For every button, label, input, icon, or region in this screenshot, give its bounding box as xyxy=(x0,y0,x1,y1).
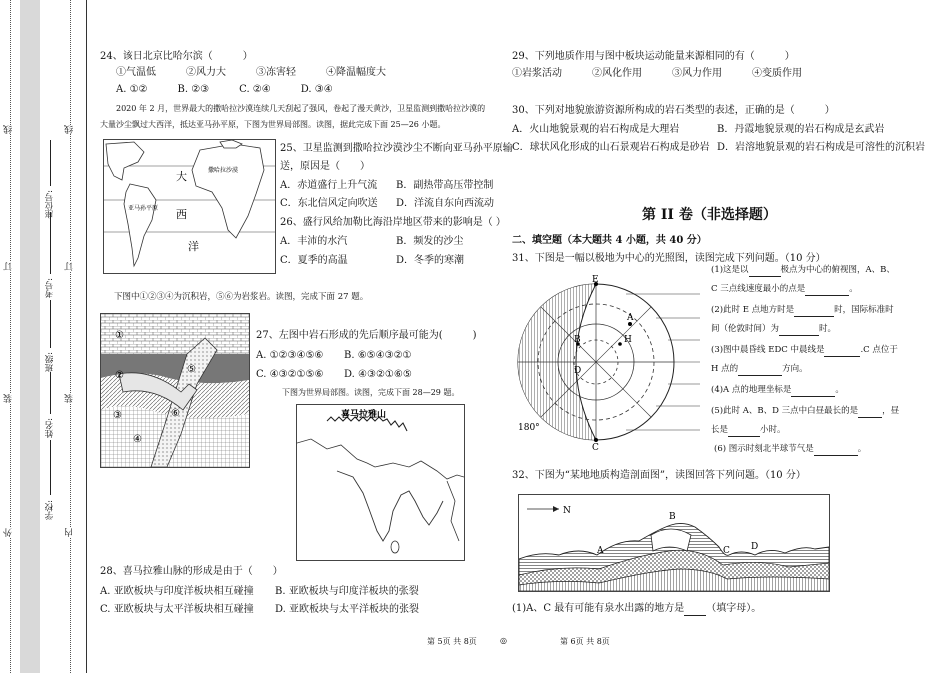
q25-option-a: A．赤道盛行上升气流 xyxy=(280,180,378,191)
name-label: 姓名: xyxy=(45,418,55,438)
q31-blank[interactable] xyxy=(858,407,882,418)
q30-option-d: D．岩溶地貌景观的岩石构成是可溶性的沉积岩 xyxy=(717,142,926,153)
inner-mark: 内 xyxy=(65,528,75,537)
q31-s2-text-b: 时，国际标准时 xyxy=(834,305,894,315)
passage-rocks: 下图中①②③④为沉积岩，⑤⑥为岩浆岩。读图，完成下面 27 题。 xyxy=(114,292,369,302)
passage-sahara-2: 大量沙尘飘过大西洋，抵达亚马孙平原，下图为世界局部图。读图，据此完成下面 25—26 小题。 xyxy=(100,120,446,129)
q30-option-c: C．球状风化形成的山石景观岩石构成是砂岩 xyxy=(512,142,710,153)
q27-option-c: C. ④③②①⑤⑥ xyxy=(256,369,324,380)
q31-s3-text-c: H 点的 xyxy=(711,364,739,374)
q28-option-a: A. 亚欧板块与印度洋板块相互碰撞 xyxy=(100,586,254,597)
fill-heading: 二、填空题（本大题共 4 小题，共 40 分） xyxy=(512,235,707,246)
label-h: H xyxy=(624,335,632,345)
q32-sub1 xyxy=(512,602,761,616)
binding-gray-band xyxy=(20,0,40,673)
q31-s5-text-a: (5)此时 A、B、D 三点中白昼最长的是 xyxy=(711,406,859,416)
rock-label: ⑤ xyxy=(187,364,196,375)
page-number-left: 第 5页 共 8页 xyxy=(427,637,477,646)
q24-options: ①气温低 ②风力大 ③冻害轻 ④降温幅度大 xyxy=(116,67,386,78)
q28-stem: 28、喜马拉雅山脉的形成是由于（ ） xyxy=(100,566,283,577)
q31-s4-text-a: (4)A 点的地理坐标是 xyxy=(711,385,792,395)
illumination-diagram xyxy=(516,274,702,450)
school-label: 学校: xyxy=(45,500,55,520)
q31-s2-text-d: 时。 xyxy=(819,324,837,334)
q31-blank[interactable] xyxy=(814,445,858,456)
coastline-north xyxy=(297,439,464,479)
q31-stem: 31、下图是一幅以极地为中心的光照图，读图完成下列问题。（10 分） xyxy=(512,253,826,264)
africa-shape xyxy=(192,144,264,238)
q28-option-c: C. 亚欧板块与太平洋板块相互碰撞 xyxy=(100,604,254,615)
q32-sub1-end: （填字母）。 xyxy=(706,603,762,614)
passage-sahara-1: 2020 年 2 月，世界最大的撒哈拉沙漠连续几天刮起了强风，卷起了漫天黄沙，卫星监测到撒哈拉沙漠的 xyxy=(116,104,486,113)
school-blank[interactable] xyxy=(50,440,51,495)
label-c: C xyxy=(592,443,599,450)
seat-label: 座位号: xyxy=(45,190,55,219)
q31-s2-text-c: 间（伦敦时间）为 xyxy=(711,324,780,334)
q30-stem: 30、下列对地貌旅游资源所构成的岩石类型的表述，正确的是（ ） xyxy=(512,105,835,116)
q31-blank[interactable] xyxy=(794,306,834,317)
atlantic-map xyxy=(103,139,276,274)
q31-blank[interactable] xyxy=(728,426,760,437)
q31-questions xyxy=(711,263,911,456)
geo-label-b: B xyxy=(669,512,676,522)
name-blank[interactable] xyxy=(50,372,51,414)
q31-s5-text-d: 小时。 xyxy=(760,425,786,435)
q31-s3-text-a: (3)图中晨昏线 EDC 中晨线是 xyxy=(711,345,825,355)
geo-label-d: D xyxy=(751,542,759,552)
q26-option-a: A．丰沛的水汽 xyxy=(280,236,348,247)
q31-s1-text-d: 。 xyxy=(849,284,858,294)
q31-s1-text-c: C 三点线速度最小的点是 xyxy=(711,284,806,294)
atlantic-map-svg xyxy=(104,140,275,273)
q31-blank[interactable] xyxy=(805,285,849,296)
geology-section-svg xyxy=(519,495,829,591)
rock-label: ① xyxy=(115,330,124,341)
map-label-sahara: 撒哈拉沙漠 xyxy=(208,167,239,174)
coastline-india xyxy=(337,471,443,541)
north-arrow-head xyxy=(553,506,559,512)
q31-blank[interactable] xyxy=(749,266,781,277)
map-label-yang: 洋 xyxy=(188,240,199,253)
q25-stem-2: 送，原因是（ ） xyxy=(280,161,370,172)
q31-s5-text-b: ，昼 xyxy=(882,406,900,416)
q31-blank[interactable] xyxy=(824,346,860,357)
q30-option-a: A．火山地貌景观的岩石构成是大理岩 xyxy=(512,124,680,135)
north-label: N xyxy=(563,506,571,516)
inner-mark: 线 xyxy=(65,125,75,134)
q32-stem: 32、下图为“某地地质构造剖面图”，读图回答下列问题。（10 分） xyxy=(512,470,806,481)
seat-blank[interactable] xyxy=(50,140,51,186)
q27-option-b: B. ⑥⑤④③②① xyxy=(344,350,412,361)
page-center-mark: ◎ xyxy=(500,636,507,645)
q31-blank[interactable] xyxy=(791,386,835,397)
q27-option-d: D. ④③②①⑥⑤ xyxy=(344,369,412,380)
rock-label: ⑥ xyxy=(171,408,180,419)
outer-mark: 线 xyxy=(4,125,14,134)
passage-asia: 下图为世界局部图。读图，完成下面 28—29 题。 xyxy=(282,388,460,397)
q31-s6-text-a: (6) 图示时刻北半球节气是 xyxy=(714,444,814,454)
rock-label: ④ xyxy=(133,434,142,445)
q24-choices: A. ①② B. ②③ C. ②④ D. ③④ xyxy=(116,84,333,95)
inner-dotted-line xyxy=(70,0,71,673)
q26-option-b: B．频发的沙尘 xyxy=(396,236,464,247)
geology-section xyxy=(518,494,830,592)
label-b: B xyxy=(574,335,581,345)
q26-option-c: C．夏季的高温 xyxy=(280,255,348,266)
q29-stem: 29、下列地质作用与图中板块运动能量来源相同的有（ ） xyxy=(512,51,795,62)
label-180: 180° xyxy=(518,423,540,433)
south-asia-map-svg xyxy=(297,405,464,560)
rock-diagram xyxy=(100,313,250,468)
q27-stem: 27、左图中岩石形成的先后顺序最可能为( ) xyxy=(256,330,477,341)
label-d: D xyxy=(574,366,582,376)
map-label-amazon: 亚马孙平原 xyxy=(128,205,159,212)
outer-mark: 装 xyxy=(4,394,14,403)
q31-blank[interactable] xyxy=(779,325,819,336)
label-e: E xyxy=(592,275,599,285)
margin-rule xyxy=(86,0,87,673)
q28-option-b: B. 亚欧板块与印度洋板块的张裂 xyxy=(275,586,419,597)
q31-s1-text-b: 极点为中心的俯视图，A、B、 xyxy=(780,265,895,275)
q31-s1-text-a: (1)这是以 xyxy=(711,265,749,275)
illumination-svg xyxy=(516,274,702,450)
geo-label-c: C xyxy=(723,546,730,556)
q31-s2-text-a: (2)此时 E 点地方时是 xyxy=(711,305,795,315)
south-america-shape xyxy=(124,184,159,266)
q25-stem-1: 25、卫星监测到撒哈拉沙漠沙尘不断向亚马孙平原输 xyxy=(280,143,513,154)
page-number-right: 第 6页 共 8页 xyxy=(560,637,610,646)
q25-option-b: B．副热带高压带控制 xyxy=(396,180,494,191)
q26-stem: 26、盛行风给加勒比海沿岸地区带来的影响是（ ） xyxy=(280,217,506,228)
q24-stem: 24、该日北京比哈尔滨（ ） xyxy=(100,51,253,62)
rock-label: ③ xyxy=(113,410,122,421)
rock-diagram-svg xyxy=(101,314,249,467)
outer-mark: 外 xyxy=(4,528,14,537)
exam-no-blank[interactable] xyxy=(50,212,51,274)
q26-option-d: D．冬季的寒潮 xyxy=(396,255,465,266)
class-blank[interactable] xyxy=(50,300,51,348)
q31-s3-text-d: 方向。 xyxy=(782,364,808,374)
rock-label: ② xyxy=(115,370,124,381)
q31-s4-text-b: 。 xyxy=(835,385,844,395)
q32-sub1-text: (1)A、C 最有可能有泉水出露的地方是 xyxy=(512,603,685,614)
map-label-da: 大 xyxy=(176,170,187,183)
map-label-himalaya: 喜马拉雅山 xyxy=(341,410,387,420)
inner-mark: 订 xyxy=(65,262,75,271)
class-label: 班级: xyxy=(45,352,55,372)
south-asia-map xyxy=(296,404,465,561)
coastline-east xyxy=(447,481,459,541)
q31-blank[interactable] xyxy=(738,365,782,376)
sri-lanka-shape xyxy=(391,541,399,553)
q32-sub1-blank[interactable] xyxy=(684,605,706,616)
q25-option-c: C．东北信风定向吹送 xyxy=(280,198,378,209)
geo-label-a: A xyxy=(597,546,604,556)
q28-option-d: D. 亚欧板块与太平洋板块的张裂 xyxy=(275,604,420,615)
label-a: A xyxy=(627,313,634,323)
q30-option-b: B．丹霞地貌景观的岩石构成是玄武岩 xyxy=(717,124,885,135)
north-america-shape xyxy=(106,142,144,180)
outer-mark: 订 xyxy=(4,262,14,271)
outer-dotted-line xyxy=(10,0,11,673)
point-h xyxy=(618,342,622,346)
map-label-xi: 西 xyxy=(176,208,187,221)
q25-option-d: D．洋流自东向西流动 xyxy=(396,198,495,209)
binding-margin xyxy=(0,0,88,673)
q31-s3-text-b: .C 点位于 xyxy=(860,345,898,355)
q31-s6-text-b: 。 xyxy=(857,444,867,454)
q31-s5-text-c: 长是 xyxy=(711,425,729,435)
q27-option-a: A. ①②③④⑤⑥ xyxy=(256,350,324,361)
inner-mark: 装 xyxy=(65,394,75,403)
point-c xyxy=(594,438,598,442)
exam-no-label: 考号: xyxy=(45,278,55,298)
q29-options: ①岩浆活动 ②风化作用 ③风力作用 ④变质作用 xyxy=(512,68,802,79)
section-title: 第 II 卷（非选择题） xyxy=(642,207,777,223)
